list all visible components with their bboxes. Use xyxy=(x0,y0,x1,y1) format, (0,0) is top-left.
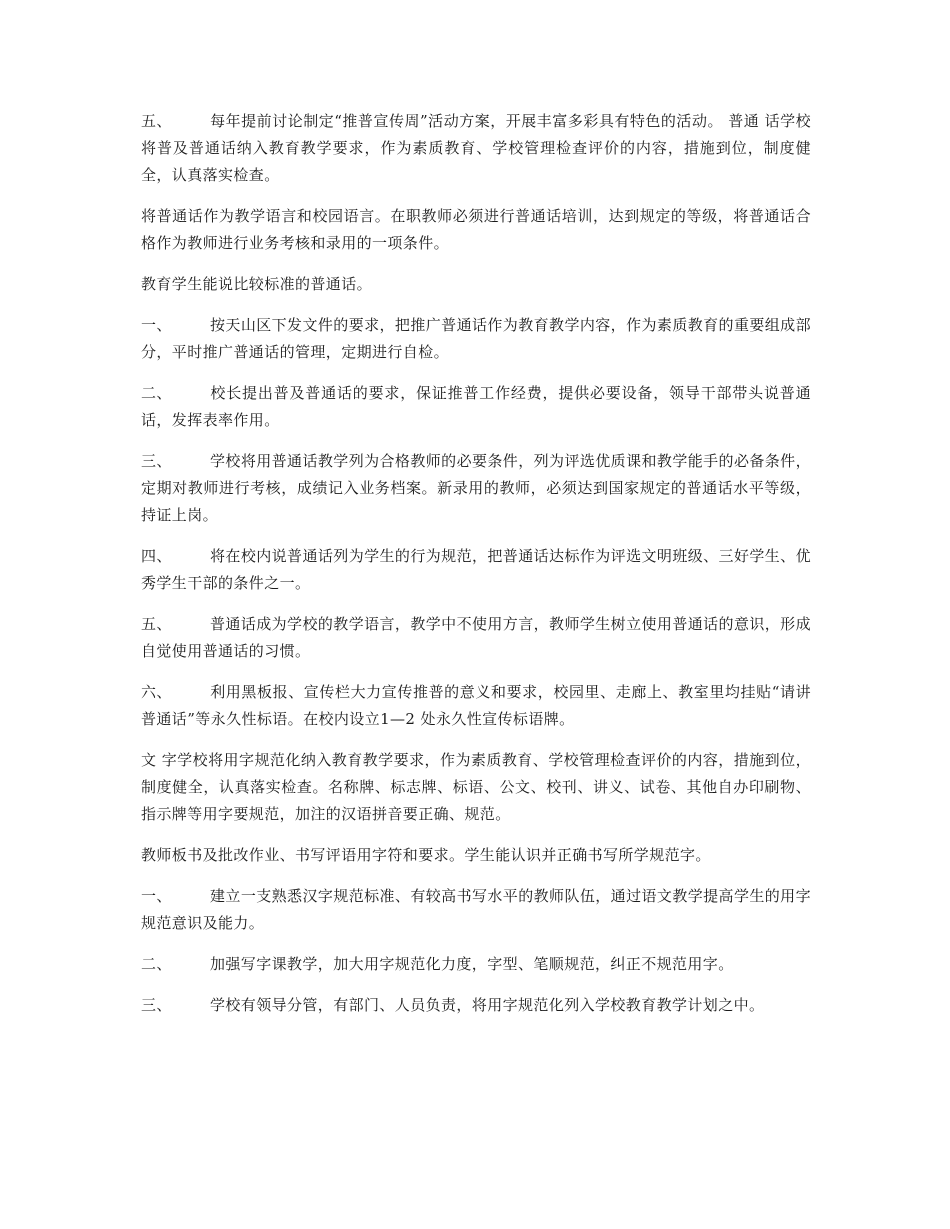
paragraph-text: 普通话成为学校的教学语言，教学中不使用方言，教师学生树立使用普通话的意识，形成自觉使用普通话的习惯。 xyxy=(141,615,811,660)
paragraph-10 xyxy=(141,747,811,828)
paragraph-13 xyxy=(141,951,811,978)
list-number: 一、 xyxy=(141,887,172,905)
paragraph-8 xyxy=(141,611,811,665)
paragraph-3 xyxy=(141,271,811,298)
paragraph-text: 文 字学校将用字规范化纳入教育教学要求，作为素质教育、学校管理检查评价的内容，措施到位，制度健全，认真落实检查。名称牌、标志牌、标语、公文、校刊、讲义、试卷、其他自办印刷物、指示牌等用字要规范，加注的汉语拼音要正确、规范。 xyxy=(141,751,811,823)
list-number: 五、 xyxy=(141,112,172,130)
paragraph-text: 学校有领导分管，有部门、人员负责，将用字规范化列入学校教育教学计划之中。 xyxy=(210,996,765,1014)
paragraph-text: 学校将用普通话教学列为合格教师的必要条件，列为评选优质课和教学能手的必备条件，定期对教师进行考核，成绩记入业务档案。新录用的教师，必须达到国家规定的普通话水平等级，持证上岗。 xyxy=(141,452,811,524)
paragraph-text: 加强写字课教学，加大用字规范化力度，字型、笔顺规范，纠正不规范用字。 xyxy=(210,955,734,973)
paragraph-text: 按天山区下发文件的要求，把推广普通话作为教育教学内容，作为素质教育的重要组成部分，平时推广普通话的管理，定期进行自检。 xyxy=(141,316,811,361)
paragraph-14 xyxy=(141,992,811,1019)
paragraph-12 xyxy=(141,883,811,937)
list-number: 六、 xyxy=(141,683,172,701)
paragraph-9 xyxy=(141,679,811,733)
list-number: 五、 xyxy=(141,615,172,633)
list-number: 二、 xyxy=(141,955,172,973)
list-number: 二、 xyxy=(141,384,172,402)
paragraph-1 xyxy=(141,108,811,189)
paragraph-text: 每年提前讨论制定“推普宣传周”活动方案，开展丰富多彩具有特色的活动。 普通 话学校将普及普通话纳入教育教学要求，作为素质教育、学校管理检查评价的内容，措施到位，制度健全，认真落实检查。 xyxy=(141,112,811,184)
paragraph-text: 校长提出普及普通话的要求，保证推普工作经费，提供必要设备，领导干部带头说普通话，发挥表率作用。 xyxy=(141,384,811,429)
paragraph-4 xyxy=(141,312,811,366)
paragraph-text: 将在校内说普通话列为学生的行为规范，把普通话达标作为评选文明班级、三好学生、优秀学生干部的条件之一。 xyxy=(141,547,811,592)
list-number: 一、 xyxy=(141,316,172,334)
paragraph-text: 教师板书及批改作业、书写评语用字符和要求。学生能认识并正确书写所学规范字。 xyxy=(141,846,711,864)
list-number: 三、 xyxy=(141,452,172,470)
paragraph-text: 利用黑板报、宣传栏大力宣传推普的意义和要求，校园里、走廊上、教室里均挂贴“请讲普通话”等永久性标语。在校内设立1—2 处永久性宣传标语牌。 xyxy=(141,683,811,728)
list-number: 四、 xyxy=(141,547,172,565)
paragraph-text: 建立一支熟悉汉字规范标准、有较高书写水平的教师队伍，通过语文教学提高学生的用字规范意识及能力。 xyxy=(141,887,811,932)
paragraph-2 xyxy=(141,203,811,257)
paragraph-7 xyxy=(141,543,811,597)
paragraph-text: 教育学生能说比较标准的普通话。 xyxy=(141,275,373,293)
paragraph-6 xyxy=(141,448,811,529)
list-number: 三、 xyxy=(141,996,172,1014)
paragraph-11 xyxy=(141,842,811,869)
paragraph-text: 将普通话作为教学语言和校园语言。在职教师必须进行普通话培训，达到规定的等级，将普通话合格作为教师进行业务考核和录用的一项条件。 xyxy=(141,207,811,252)
paragraph-5 xyxy=(141,380,811,434)
document-page xyxy=(141,108,811,1033)
